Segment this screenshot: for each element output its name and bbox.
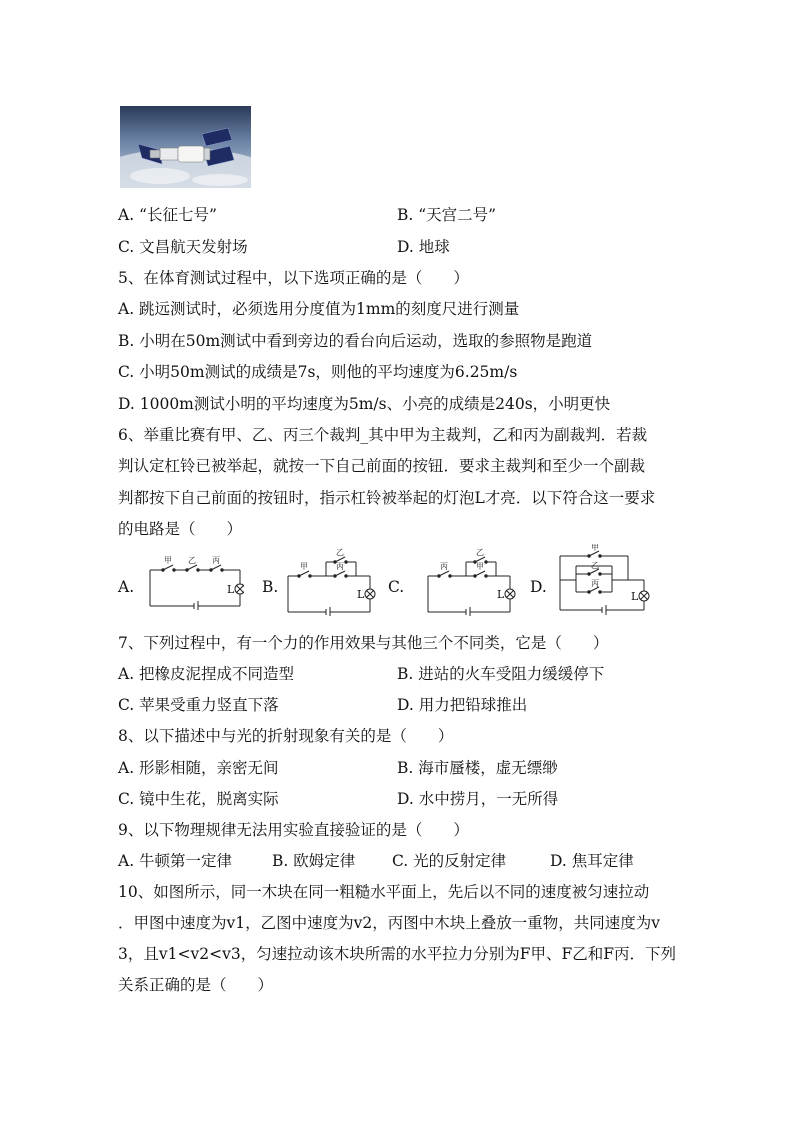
q7-option-c: C. 苹果受重力竖直下落: [118, 696, 279, 714]
q5-option-b: B. 小明在50m测试中看到旁边的看台向后运动，选取的参照物是跑道: [118, 332, 593, 350]
switch-label-yi: 乙: [336, 548, 344, 557]
q8-option-c: C. 镜中生花，脱离实际: [118, 790, 279, 808]
q7-option-a: A. 把橡皮泥捏成不同造型: [118, 665, 295, 683]
circuit-b: [286, 548, 378, 616]
q9-option-d: D. 焦耳定律: [550, 852, 634, 870]
q4-option-a: A. “长征七号”: [118, 206, 217, 224]
q6-option-d-label: D.: [530, 578, 547, 596]
q10-stem-line-1: 10、如图所示，同一木块在同一粗糙水平面上，先后以不同的速度被匀速拉动: [118, 883, 650, 901]
switch-label-jia: 甲: [476, 562, 484, 571]
q10-stem-line-4: 关系正确的是（ ）: [118, 976, 274, 994]
q5-option-c: C. 小明50m测试的成绩是7s，则他的平均速度为6.25m/s: [118, 363, 518, 381]
switch-label-yi: 乙: [591, 561, 599, 570]
q9-option-b: B. 欧姆定律: [272, 852, 356, 870]
q4-option-c: C. 文昌航天发射场: [118, 238, 248, 256]
q6-stem-line-1: 6、举重比赛有甲、乙、丙三个裁判_其中甲为主裁判，乙和丙为副裁判．若裁: [118, 426, 648, 444]
switch-label-yi: 乙: [476, 548, 484, 557]
switch-label-jia: 甲: [591, 544, 599, 552]
q8-stem: 8、以下描述中与光的折射现象有关的是（ ）: [118, 727, 454, 745]
q4-option-b: B. “天宫二号”: [397, 206, 497, 224]
lamp-label: L: [497, 588, 505, 601]
circuit-d: [558, 544, 654, 616]
circuit-a: [148, 556, 244, 610]
q8-option-a: A. 形影相随，亲密无间: [118, 759, 279, 777]
switch-label-bing: 丙: [591, 579, 599, 588]
q10-stem-line-2: ．甲图中速度为v1，乙图中速度为v2，丙图中木块上叠放一重物，共同速度为v: [118, 914, 660, 932]
q9-option-a: A. 牛顿第一定律: [118, 852, 233, 870]
switch-label-jia: 甲: [300, 562, 308, 571]
switch-label-bing: 丙: [336, 562, 344, 571]
q6-option-b-label: B.: [262, 578, 279, 596]
spacecraft-photo: [120, 106, 251, 188]
switch-label-bing: 丙: [440, 562, 448, 571]
q8-option-b: B. 海市蜃楼，虚无缥缈: [397, 759, 558, 777]
q6-stem-line-4: 的电路是（ ）: [118, 520, 243, 538]
lamp-label: L: [357, 588, 365, 601]
q5-option-d: D. 1000m测试小明的平均速度为5m/s、小亮的成绩是240s，小明更快: [118, 395, 611, 413]
q7-option-b: B. 进站的火车受阻力缓缓停下: [397, 665, 605, 683]
q6-stem-line-3: 判都按下自己前面的按钮时，指示杠铃被举起的灯泡L才亮．以下符合这一要求: [118, 489, 656, 507]
lamp-label: L: [227, 583, 235, 596]
q8-option-d: D. 水中捞月，一无所得: [397, 790, 559, 808]
circuit-c: [426, 548, 518, 616]
q6-option-c-label: C.: [388, 578, 405, 596]
q6-option-a-label: A.: [118, 578, 135, 596]
switch-label-bing: 丙: [212, 556, 220, 565]
lamp-label: L: [631, 590, 639, 603]
switch-label-yi: 乙: [188, 556, 196, 565]
q7-option-d: D. 用力把铅球推出: [397, 696, 528, 714]
switch-label-jia: 甲: [164, 556, 172, 565]
q5-option-a: A. 跳远测试时，必须选用分度值为1mm的刻度尺进行测量: [118, 300, 520, 318]
q10-stem-line-3: 3，且v1<v2<v3，匀速拉动该木块所需的水平拉力分别为F甲、F乙和F丙．下列: [118, 945, 676, 963]
q9-option-c: C. 光的反射定律: [392, 852, 507, 870]
q9-stem: 9、以下物理规律无法用实验直接验证的是（ ）: [118, 821, 469, 839]
q6-stem-line-2: 判认定杠铃已被举起，就按一下自己前面的按钮．要求主裁判和至少一个副裁: [118, 457, 646, 475]
q4-option-d: D. 地球: [397, 238, 450, 256]
q7-stem: 7、下列过程中，有一个力的作用效果与其他三个不同类，它是（ ）: [118, 634, 609, 652]
q5-stem: 5、在体育测试过程中，以下选项正确的是（ ）: [118, 269, 469, 287]
